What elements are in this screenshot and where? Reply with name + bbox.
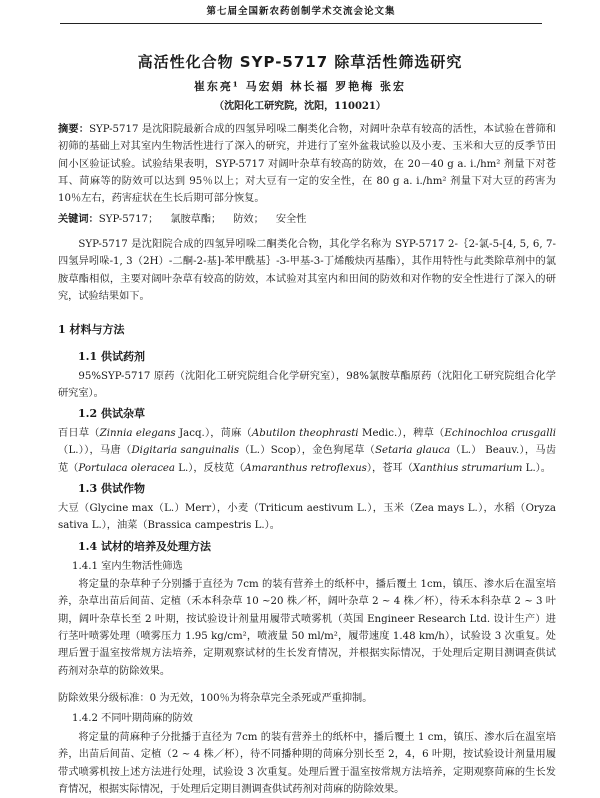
- keyword: 防效；: [233, 214, 264, 225]
- text-span: L.）。: [522, 462, 551, 474]
- species-name: Setaria glauca: [375, 445, 451, 457]
- abstract-text: SYP-5717 是沈阳院最新合成的四氢异吲哚二酮类化合物，对阔叶杂草有较高的活性，本试验在普筛和初筛的基础上对其室内生物活性进行了深入的研究，并进行了室外盆栽试验以及小麦、玉米和大豆的反季节田间小区验证试验。试验结果表明，SYP-5717 对阔叶杂草有较高的防效，在 20－40 g a. i./hm² 剂量下对苍耳、苘麻等的防效可以达到 95％以上；对大豆有一定的安全性，在 80 g a. i./hm² 剂量下对大豆的药害为 10％左右，药害症状在生长后期可部分恢复。: [58, 124, 556, 205]
- text-span: （L.）Scop），金色狗尾草（: [239, 445, 376, 457]
- text-span: （L.） Beauv.），马齿苋（: [58, 445, 557, 474]
- paragraph-crops: 大豆（Glycine max（L.）Merr），小麦（Triticum aestivum L.），玉米（Zea mays L.），水稻（Oryza sativa L.），油菜（Brassica campestris L.）。: [58, 503, 556, 532]
- abstract: [58, 121, 556, 208]
- subsection-heading: 1.4 试材的培养及处理方法: [78, 540, 211, 553]
- text-span: Medic.），稗草（: [358, 428, 445, 439]
- species-name: Zinnia elegans: [99, 428, 176, 439]
- species-name: Echinochloa crusgalli: [444, 428, 556, 439]
- paragraph-grading: 防除效果分级标准：0 为无效，100％为将杂草完全杀死或严重抑制。: [58, 693, 373, 704]
- keyword: SYP-5717；: [98, 214, 159, 225]
- keyword: 氯胺草酯；: [170, 214, 222, 225]
- running-header: 第七届全国新农药创制学术交流会论文集: [60, 4, 542, 24]
- species-name: Portulaca oleracea: [78, 462, 175, 474]
- subsection-heading: 1.2 供试杂草: [78, 407, 145, 420]
- text-span: （L.）），马唐（: [58, 445, 132, 457]
- species-name: Amaranthus retroflexus: [244, 462, 367, 474]
- subsection-heading: 1.3 供试作物: [78, 482, 145, 495]
- paragraph-screening: 将定量的杂草种子分别播于直径为 7cm 的装有营养土的纸杯中，播后覆土 1cm，镇压、渗水后在温室培养，杂草出苗后间苗、定植（禾本科杂草 10 ~20 株／杯，阔叶杂草 2 ~ 4 株／杯），待禾本科杂草 2 ~ 3 叶期，阔叶杂草长至 2 叶期，按试验设计剂量用履带式喷雾机（英国 Engineer Research Ltd. 设计生产）进行茎叶喷雾处理（喷雾压力 1.95 kg/cm²，喷液量 50 ml/m²，履带速度 1.48 km/h），试验设 3 次重复。处理后置于温室按常规方法培养，定期观察试材的生长发育情况，并根据实际情况，于处理后定期目测调查供试药剂对杂草的防除效果。: [58, 579, 556, 677]
- keywords-label: 关键词：: [58, 213, 99, 225]
- text-span: Jacq.），苘麻（: [175, 428, 252, 439]
- paragraph-leaf-stage: 将定量的苘麻种子分批播于直径为 7cm 的装有营养土的纸杯中，播后覆土 1 cm，镇压、渗水后在温室培养，出苗后间苗、定植（2 ~ 4 株／杯），待不同播种期的苘麻分别长至 2，4，6 叶期，按试验设计剂量用履带式喷雾机按上述方法进行处理，试验设 3 次重复。处理后置于温室按常规方法培养，定期观察苘麻的生长发育情况，根据实际情况，于处理后定期目测调查供试药剂对苘麻的防除效果。: [58, 732, 556, 796]
- paragraph-agents: 95%SYP-5717 原药（沈阳化工研究院组合化学研究室），98%氯胺草酯原药（沈阳化工研究院组合化学研究室）。: [58, 371, 556, 400]
- text-span: L.），反枝苋（: [175, 462, 245, 474]
- intro-paragraph: SYP-5717 是沈阳院合成的四氢异吲哚二酮类化合物，其化学名称为 SYP-5717 2-｛2-氯-5-[4, 5, 6, 7-四氢异吲哚-1, 3（2H）-二酮-2-基]-苯甲酰基｝-3-甲基-3-丁烯酸炔丙基酯），其作用特性与此类除草剂中的氯胺草酯相似，主要对阔叶杂草有较高的防效，本试验对其室内和田间的防效和对作物的安全性进行了深入的研究，试验结果如下。: [58, 239, 556, 303]
- keywords: [58, 211, 556, 228]
- subsubsection-heading: 1.4.1 室内生物活性筛选: [72, 561, 183, 572]
- text-span: ），苍耳（: [366, 462, 413, 474]
- author-list: 崔东亮¹ 马宏娟 林长福 罗艳梅 张宏: [193, 80, 407, 93]
- abstract-label: 摘要：: [58, 123, 90, 135]
- species-name: Abutilon theophrasti: [251, 428, 359, 439]
- affiliation: （沈阳化工研究院，沈阳，110021）: [214, 101, 386, 112]
- section-heading: 1 材料与方法: [58, 323, 125, 336]
- paragraph-weeds: [58, 425, 556, 477]
- species-name: Digitaria sanguinalis: [131, 445, 240, 457]
- species-name: Xanthius strumarium: [412, 462, 523, 474]
- subsubsection-heading: 1.4.2 不同叶期苘麻的防效: [72, 713, 193, 724]
- subsection-heading: 1.1 供试药剂: [78, 350, 145, 363]
- keyword: 安全性: [275, 214, 307, 225]
- text-span: 百日草（: [58, 428, 100, 439]
- paper-title: 高活性化合物 SYP-5717 除草活性筛选研究: [137, 53, 463, 71]
